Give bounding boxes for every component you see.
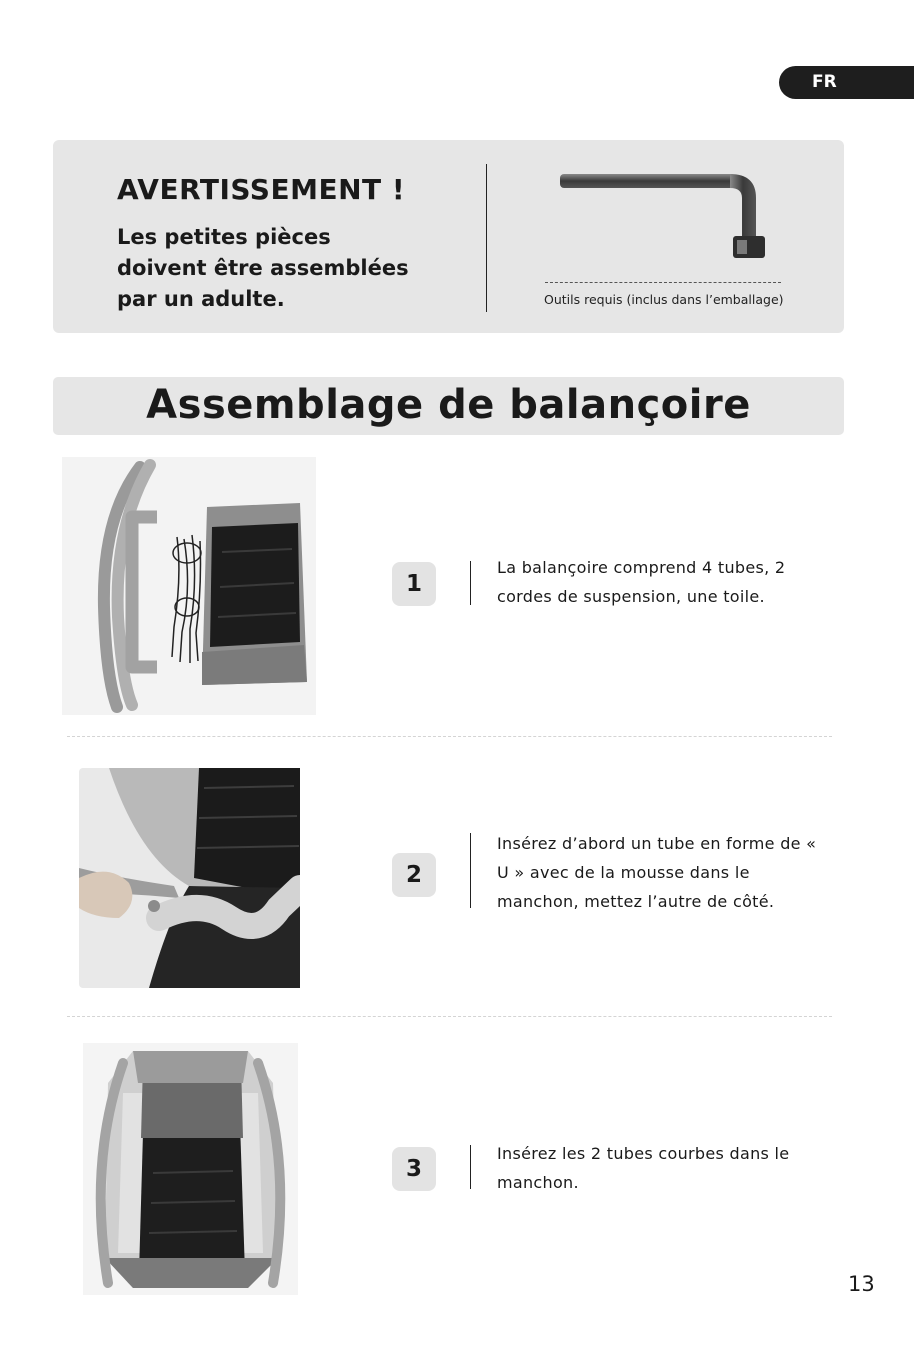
step-separator (67, 1016, 832, 1017)
allen-key-icon (558, 168, 778, 268)
step-3-divider (470, 1145, 471, 1189)
step-2-line: manchon, mettez l’autre de côté. (497, 892, 775, 911)
step-2-divider (470, 833, 471, 908)
language-tab: FR (779, 66, 914, 99)
warning-line: Les petites pièces (117, 225, 331, 249)
step-3-line: Insérez les 2 tubes courbes dans le (497, 1144, 790, 1163)
page-number: 13 (848, 1272, 875, 1296)
warning-divider (486, 164, 487, 312)
tool-caption: Outils requis (inclus dans l’emballage) (544, 292, 784, 307)
step-1-divider (470, 561, 471, 605)
step-2-line: U » avec de la mousse dans le (497, 863, 750, 882)
step-1-line: La balançoire comprend 4 tubes, 2 (497, 558, 786, 577)
tool-divider (545, 282, 781, 283)
step-2-photo (79, 768, 300, 988)
warning-text (117, 222, 447, 315)
step-3-line: manchon. (497, 1173, 579, 1192)
warning-line: doivent être assemblées (117, 256, 409, 280)
step-separator (67, 736, 832, 737)
warning-title: AVERTISSEMENT ! (117, 173, 406, 206)
step-3-photo (83, 1043, 298, 1295)
step-1-line: cordes de suspension, une toile. (497, 587, 765, 606)
step-1-number: 1 (392, 562, 436, 606)
section-title: Assemblage de balançoire (146, 382, 751, 428)
step-2-line: Insérez d’abord un tube en forme de « (497, 834, 817, 853)
step-1-photo (62, 457, 316, 715)
step-3-number: 3 (392, 1147, 436, 1191)
section-header (53, 377, 844, 435)
step-2-text (497, 829, 816, 916)
warning-line: par un adulte. (117, 287, 285, 311)
step-1-text (497, 553, 785, 611)
warning-box (53, 140, 844, 333)
step-2-number: 2 (392, 853, 436, 897)
step-3-text (497, 1139, 789, 1197)
